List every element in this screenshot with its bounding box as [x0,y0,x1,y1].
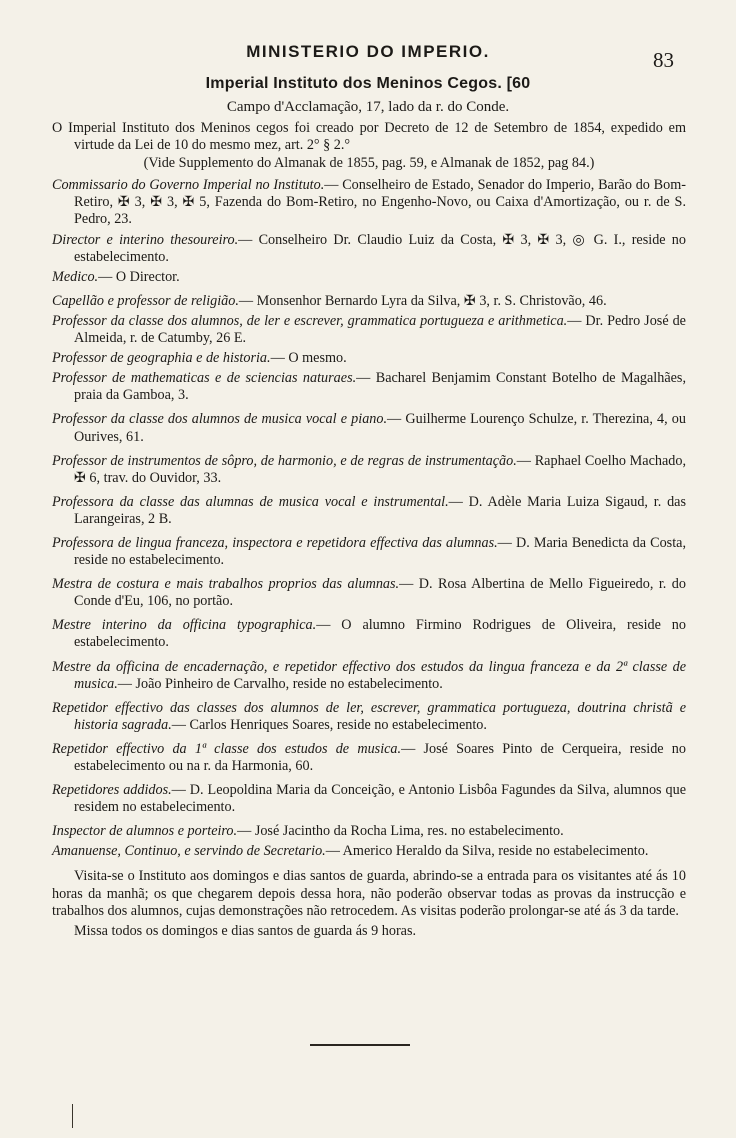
staff-entry [52,494,686,528]
entry-role: Inspector de alumnos e porteiro. [52,823,238,840]
staff-entry [52,617,686,651]
entry-text: — Guilherme Lourenço Schulze, r. Therezina, 4, ou Ourives, 61. [74,411,686,445]
entry-text: — José Jacintho da Rocha Lima, res. no estabelecimento. [237,823,564,840]
staff-entry [52,823,686,840]
staff-entry [52,293,686,310]
entry-role: Repetidor effectivo das classes dos alumnos de ler, escrever, grammatica portugueza, doutrina christã e historia sagrada. [52,699,686,733]
entry-text: — O alumno Firmino Rodrigues de Oliveira, reside no estabelecimento. [74,617,686,651]
entry-role: Medico. [52,268,99,285]
entry-text: — D. Adèle Maria Luiza Sigaud, r. das Larangeiras, 2 B. [74,493,686,527]
institution-address: Campo d'Acclamação, 17, lado da r. do Conde. [226,99,510,115]
staff-entry [52,350,686,367]
page-number: 83 [653,48,674,72]
entry-role: Professor de instrumentos de sôpro, de harmonio, e de regras de instrumentação. [52,452,517,469]
staff-entry [52,313,686,347]
entry-role: Director e interino thesoureiro. [52,231,239,248]
entry-text: — Dr. Pedro José de Almeida, r. de Catumby, 26 E. [74,312,686,347]
entry-text: — Conselheiro Dr. Claudio Luiz da Costa, ✠ 3, ✠ 3, ◎ G. I., reside no estabelecimento. [74,231,686,265]
margin-mark [72,1104,73,1128]
entry-role: Professor da classe dos alumnos, de ler e escrever, grammatica portugueza e arithmetica. [52,312,568,329]
mass-schedule: Missa todos os domingos e dias santos de guarda ás 9 horas. [74,922,417,939]
staff-entry [52,269,686,286]
staff-entry [52,843,686,860]
entry-role: Capellão e professor de religião. [52,292,239,309]
page-body [52,120,686,943]
entry-text: — João Pinheiro de Carvalho, reside no estabelecimento. [117,675,443,692]
entry-text: — Monsenhor Bernardo Lyra da Silva, ✠ 3, r. S. Christovão, 46. [238,292,607,309]
staff-entry [52,782,686,816]
entry-role: Professor da classe dos alumnos de musica vocal e piano. [52,411,388,428]
running-head: MINISTERIO DO IMPERIO. [246,42,490,61]
intro-paragraph: O Imperial Instituto dos Meninos cegos foi creado por Decreto de 12 de Setembro de 1854, expedido em virtude da Lei de 10 do mesmo mez, art. 2° § 2.° [52,120,686,154]
entry-role: Mestra de costura e mais trabalhos proprios das alumnas. [52,576,400,593]
entry-text: — D. Rosa Albertina de Mello Figueiredo, r. do Conde d'Eu, 106, no portão. [74,576,686,610]
entry-text: — Bacharel Benjamim Constant Botelho de Magalhães, praia da Gamboa, 3. [74,370,686,404]
staff-entry [52,741,686,775]
staff-entry [52,659,686,693]
entry-role: Professor de mathematicas e de sciencias naturaes. [52,370,357,387]
entry-text: — Conselheiro de Estado, Senador do Imperio, Barão do Bom-Retiro, ✠ 3, ✠ 3, ✠ 5, Fazenda do Bom-Retiro, no Engenho-Novo, ou Caixa d'Amortização, ou r. de S. Pedro, 23. [74,177,686,228]
staff-entry [52,370,686,404]
entry-role: Mestre da officina de encadernação, e repetidor effectivo dos estudos da lingua franceza e da 2ª classe de musica. [52,658,686,692]
visiting-hours-paragraph: Visita-se o Instituto aos domingos e dias santos de guarda, abrindo-se a entrada para os visitantes até ás 10 horas da manhã; os que chegarem depois dessa hora, não poderão observar todas as provas da instrucção e trabalhos dos alumnos, cujas demonstrações não retrocedem. As visitas poderão prolongar-se até ás 3 da tarde. [52,868,686,919]
reference-note: (Vide Supplemento do Almanak de 1855, pag. 59, e Almanak de 1852, pag 84.) [143,155,595,172]
staff-entry [52,411,686,445]
entry-text: — José Soares Pinto de Cerqueira, reside no estabelecimento ou na r. da Harmonia, 60. [74,740,686,774]
staff-entry [52,453,686,487]
institution-title: Imperial Instituto dos Meninos Cegos. [60 [205,75,531,92]
staff-entry [52,535,686,569]
entry-role: Professora da classe das alumnas de musica vocal e instrumental. [52,493,449,510]
staff-entry [52,177,686,228]
staff-entry [52,700,686,734]
entry-text: — O Director. [98,268,180,285]
entry-role: Repetidores addidos. [52,782,172,799]
entry-text: — O mesmo. [270,350,347,367]
staff-entry [52,232,686,266]
entry-role: Professora de lingua franceza, inspectora e repetidora effectiva das alumnas. [52,534,498,551]
entry-role: Commissario do Governo Imperial no Instituto. [52,177,325,194]
entry-role: Professor de geographia e de historia. [52,350,271,367]
entry-role: Repetidor effectivo da 1ª classe dos estudos de musica. [52,740,402,757]
entry-text: — Raphael Coelho Machado, ✠ 6, trav. do Ouvidor, 33. [74,452,686,486]
entry-text: — D. Leopoldina Maria da Conceição, e Antonio Lisbôa Fagundes da Silva, alumnos que residem no estabelecimento. [74,782,686,816]
entry-text: — Americo Heraldo da Silva, reside no estabelecimento. [325,843,649,860]
entry-text: — Carlos Henriques Soares, reside no estabelecimento. [171,716,487,733]
entry-role: Amanuense, Continuo, e servindo de Secretario. [52,843,326,860]
entry-text: — D. Maria Benedicta da Costa, reside no estabelecimento. [74,534,686,569]
section-rule [310,1044,410,1046]
staff-entry [52,576,686,610]
entry-role: Mestre interino da officina typographica. [52,617,317,634]
